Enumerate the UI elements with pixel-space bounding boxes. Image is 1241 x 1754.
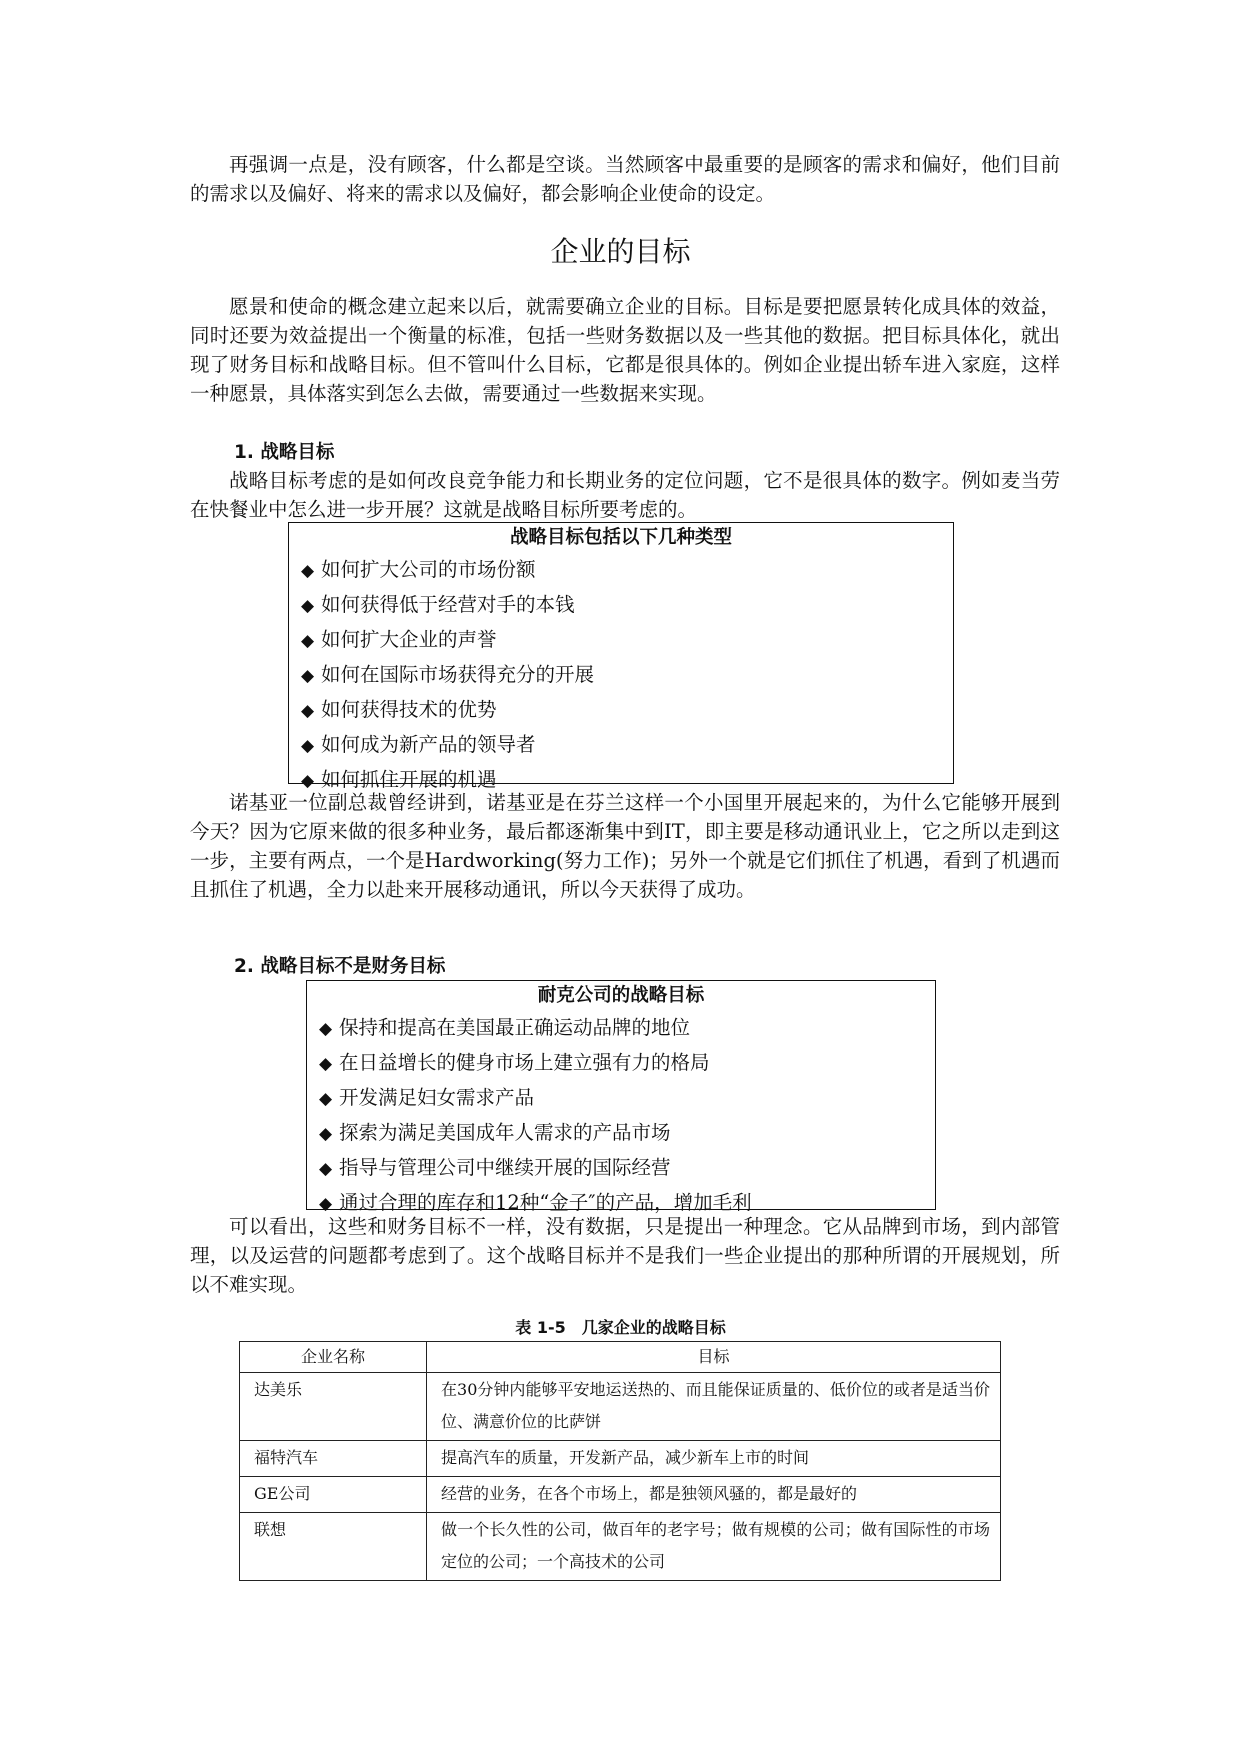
diamond-bullet-icon: ◆ xyxy=(301,771,315,791)
box-title: 耐克公司的战略目标 xyxy=(537,985,705,1006)
list-item: ◆ 开发满足妇女需求产品 xyxy=(319,1081,923,1116)
company-name-cell: 达美乐 xyxy=(240,1373,427,1441)
table-header-row xyxy=(240,1342,1001,1373)
goal-cell: 在30分钟内能够平安地运送热的、而且能保证质量的、低价位的或者是适当价位、满意价位的比萨饼 xyxy=(427,1373,1001,1441)
list-item: ◆ 通过合理的库存和12种“金子″的产品，增加毛利 xyxy=(319,1186,923,1221)
section-paragraph: 愿景和使命的概念建立起来以后，就需要确立企业的目标。目标是要把愿景转化成具体的效益，同时还要为效益提出一个衡量的标准，包括一些财务数据以及一些其他的数据。把目标具体化，就出现了财务目标和战略目标。但不管叫什么目标，它都是很具体的。例如企业提出轿车进入家庭，这样一种愿景，具体落实到怎么去做，需要通过一些数据来实现。 xyxy=(190,295,1060,405)
diamond-bullet-icon: ◆ xyxy=(301,596,315,616)
company-name-cell: 福特汽车 xyxy=(240,1441,427,1477)
column-header-goal: 目标 xyxy=(427,1342,1001,1373)
column-header-company: 企业名称 xyxy=(240,1342,427,1373)
list-item: ◆ 如何扩大公司的市场份额 xyxy=(301,553,941,588)
company-name-cell: 联想 xyxy=(240,1513,427,1581)
list-item: ◆ 如何抓住开展的机遇 xyxy=(301,763,941,798)
table-caption: 表 1-5 几家企业的战略目标 xyxy=(515,1318,726,1337)
goal-types-list xyxy=(301,553,941,798)
diamond-bullet-icon: ◆ xyxy=(319,1089,333,1109)
diamond-bullet-icon: ◆ xyxy=(301,736,315,756)
diamond-bullet-icon: ◆ xyxy=(301,561,315,581)
diamond-bullet-icon: ◆ xyxy=(319,1194,333,1214)
list-item: ◆ 如何获得技术的优势 xyxy=(301,693,941,728)
list-item: ◆ 如何获得低于经营对手的本钱 xyxy=(301,588,941,623)
list-item: ◆ 指导与管理公司中继续开展的国际经营 xyxy=(319,1151,923,1186)
diamond-bullet-icon: ◆ xyxy=(301,701,315,721)
goal-cell: 经营的业务，在各个市场上，都是独领风骚的，都是最好的 xyxy=(427,1477,1001,1513)
list-item: ◆ 如何成为新产品的领导者 xyxy=(301,728,941,763)
list-item: ◆ 保持和提高在美国最正确运动品牌的地位 xyxy=(319,1011,923,1046)
strategic-goal-types-box xyxy=(288,522,954,791)
intro-paragraph: 再强调一点是，没有顾客，什么都是空谈。当然顾客中最重要的是顾客的需求和偏好，他们目前的需求以及偏好、将来的需求以及偏好，都会影响企业使命的设定。 xyxy=(190,153,1060,205)
nokia-paragraph: 诺基亚一位副总裁曾经讲到，诺基亚是在芬兰这样一个小国里开展起来的，为什么它能够开展到今天？因为它原来做的很多种业务，最后都逐渐集中到IT，即主要是移动通讯业上，它之所以走到这一步，主要有两点，一个是Hardworking(努力工作)；另外一个就是它们抓住了机遇，看到了机遇而且抓住了机遇，全力以赴来开展移动通讯，所以今天获得了成功。 xyxy=(190,791,1060,901)
table-row xyxy=(240,1441,1001,1477)
table-row xyxy=(240,1373,1001,1441)
nike-goals-list xyxy=(319,1011,923,1221)
list-item: ◆ 如何扩大企业的声誉 xyxy=(301,623,941,658)
list-item: ◆ 在日益增长的健身市场上建立强有力的格局 xyxy=(319,1046,923,1081)
diamond-bullet-icon: ◆ xyxy=(301,631,315,651)
heading-not-financial-goals: 2. 战略目标不是财务目标 xyxy=(234,956,446,977)
list-item: ◆ 探索为满足美国成年人需求的产品市场 xyxy=(319,1116,923,1151)
diamond-bullet-icon: ◆ xyxy=(319,1124,333,1144)
diamond-bullet-icon: ◆ xyxy=(319,1159,333,1179)
box-title: 战略目标包括以下几种类型 xyxy=(509,527,732,548)
table-row xyxy=(240,1513,1001,1581)
diamond-bullet-icon: ◆ xyxy=(319,1054,333,1074)
strategic-goals-paragraph: 战略目标考虑的是如何改良竞争能力和长期业务的定位问题，它不是很具体的数字。例如麦当劳在快餐业中怎么进一步开展？这就是战略目标所要考虑的。 xyxy=(190,469,1060,521)
company-name-cell: GE公司 xyxy=(240,1477,427,1513)
conclusion-paragraph: 可以看出，这些和财务目标不一样，没有数据，只是提出一种理念。它从品牌到市场，到内部管理，以及运营的问题都考虑到了。这个战略目标并不是我们一些企业提出的那种所谓的开展规划，所以不难实现。 xyxy=(190,1215,1060,1296)
list-item: ◆ 如何在国际市场获得充分的开展 xyxy=(301,658,941,693)
strategic-goals-table xyxy=(239,1341,1001,1581)
diamond-bullet-icon: ◆ xyxy=(301,666,315,686)
diamond-bullet-icon: ◆ xyxy=(319,1019,333,1039)
goal-cell: 做一个长久性的公司，做百年的老字号；做有规模的公司；做有国际性的市场定位的公司；一个高技术的公司 xyxy=(427,1513,1001,1581)
heading-strategic-goals: 1. 战略目标 xyxy=(234,442,335,463)
table-row xyxy=(240,1477,1001,1513)
goal-cell: 提高汽车的质量，开发新产品，减少新车上市的时间 xyxy=(427,1441,1001,1477)
section-title: 企业的目标 xyxy=(550,235,691,268)
nike-goals-box xyxy=(306,980,936,1214)
